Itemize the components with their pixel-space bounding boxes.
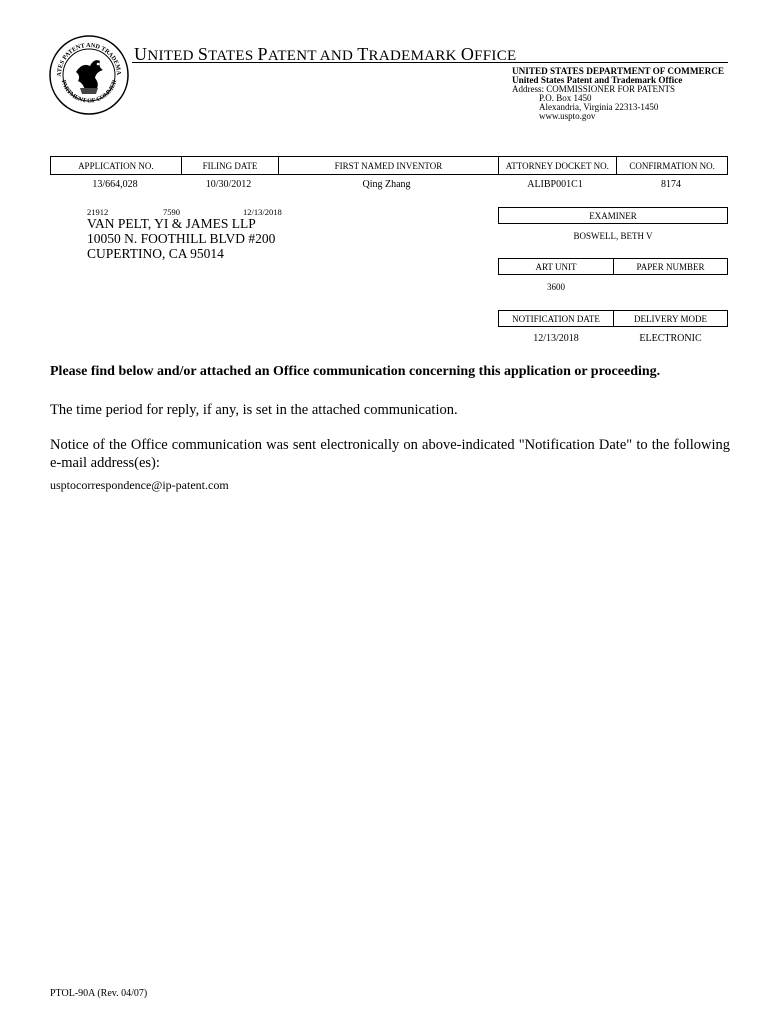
application-info-table [50, 156, 728, 175]
value-application-no: 13/664,028 [92, 179, 138, 190]
seal-bottom-text: PARTMENT OF COMMER [59, 79, 119, 105]
art-unit-value: 3600 [547, 282, 565, 292]
header-rule [132, 62, 728, 63]
value-filing-date: 10/30/2012 [205, 179, 252, 190]
uspto-seal [48, 34, 130, 116]
reply-period-paragraph: The time period for reply, if any, is set in the attached communication. [50, 402, 458, 418]
customer-number: 21912 [87, 207, 109, 217]
correspondence-email: usptocorrespondence@ip-patent.com [50, 478, 229, 492]
address-line-2: P.O. Box 1450 [539, 93, 592, 103]
notification-date-value: 12/13/2018 [533, 333, 579, 344]
address-line-3: Alexandria, Virginia 22313-1450 [539, 102, 659, 112]
office-title: UNITED STATES PATENT AND TRADEMARK OFFICE [134, 44, 517, 64]
paper-number-label: PAPER NUMBER [613, 258, 728, 275]
value-attorney-docket-no: ALIBP001C1 [527, 179, 583, 190]
header-first-named-inventor: FIRST NAMED INVENTOR [279, 157, 498, 175]
value-first-named-inventor: Qing Zhang [362, 179, 411, 190]
header-application-no: APPLICATION NO. [51, 157, 182, 175]
art-unit-label: ART UNIT [498, 258, 614, 275]
department-address [512, 67, 724, 121]
correspondence-address [87, 216, 275, 261]
header-attorney-docket-no: ATTORNEY DOCKET NO. [498, 157, 617, 175]
delivery-mode-value: ELECTRONIC [639, 333, 702, 344]
dept-line-2: United States Patent and Trademark Office [512, 75, 683, 85]
addressee-city: CUPERTINO, CA 95014 [87, 246, 224, 261]
seal-top-text: ATES PATENT AND TRADEMA [55, 41, 123, 77]
addressee-street: 10050 N. FOOTHILL BLVD #200 [87, 231, 276, 246]
value-confirmation-no: 8174 [661, 179, 681, 190]
address-label: Address: [512, 84, 544, 94]
application-info-values [50, 179, 728, 193]
correspondence-date: 12/13/2018 [243, 207, 282, 217]
communication-headline: Please find below and/or attached an Office communication concerning this application or proceeding. [50, 364, 661, 379]
header-confirmation-no: CONFIRMATION NO. [617, 157, 728, 175]
addressee-name: VAN PELT, YI & JAMES LLP [87, 216, 256, 231]
examiner-value: BOSWELL, BETH V [573, 231, 653, 241]
correspondence-code: 7590 [163, 207, 180, 217]
delivery-mode-label: DELIVERY MODE [613, 310, 728, 327]
notice-paragraph: Notice of the Office communication was sent electronically on above-indicated "Notification Date" to the following e-mail address(es): [50, 437, 730, 471]
header-filing-date: FILING DATE [181, 157, 279, 175]
address-line-1: COMMISSIONER FOR PATENTS [546, 84, 675, 94]
examiner-label: EXAMINER [498, 207, 728, 224]
notification-date-label: NOTIFICATION DATE [498, 310, 614, 327]
dept-line-1: UNITED STATES DEPARTMENT OF COMMERCE [512, 66, 725, 76]
address-line-4: www.uspto.gov [539, 111, 596, 121]
form-number: PTOL-90A (Rev. 04/07) [50, 988, 148, 999]
